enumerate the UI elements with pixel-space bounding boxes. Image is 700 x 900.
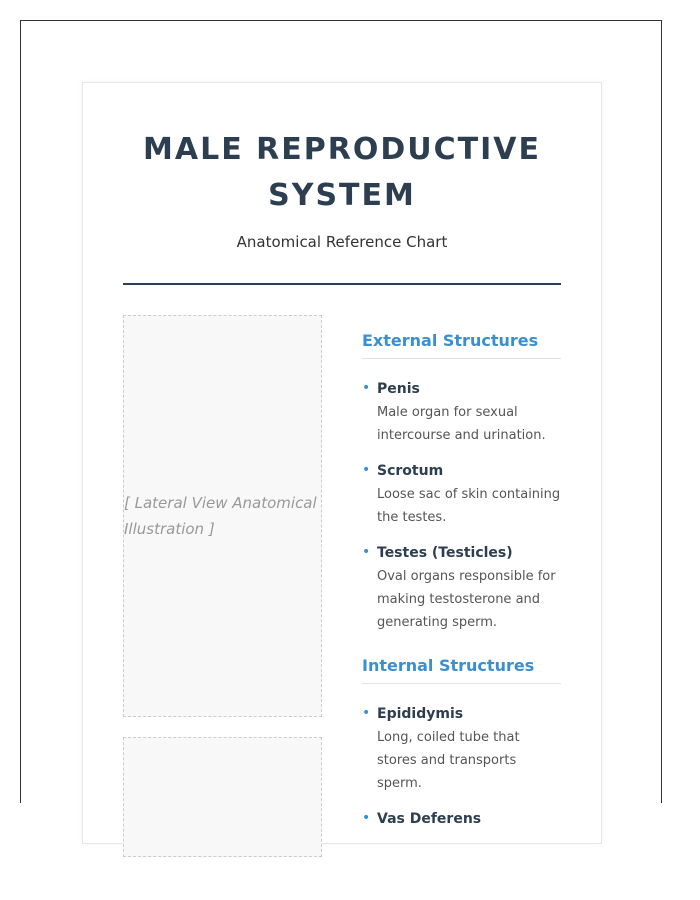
reference-sheet (82, 82, 602, 844)
structure-name: Testes (Testicles) (377, 545, 513, 561)
structure-description: Long, coiled tube that stores and transports sperm. (377, 730, 520, 791)
page-frame (20, 20, 662, 827)
structures-column (362, 331, 561, 843)
bullet-icon: • (362, 380, 371, 396)
list-item (362, 461, 561, 529)
section-heading: Internal Structures (362, 656, 561, 684)
structure-name: Penis (377, 381, 420, 397)
section-internal (362, 656, 561, 829)
list-item (362, 809, 561, 829)
section-heading: External Structures (362, 331, 561, 359)
bullet-icon: • (362, 462, 371, 478)
section-external (362, 331, 561, 634)
structure-name: Epididymis (377, 706, 464, 722)
page-title: MALE REPRODUCTIVE SYSTEM (143, 132, 541, 213)
structure-description: Oval organs responsible for making testosterone and generating sperm. (377, 569, 556, 630)
bullet-icon: • (362, 705, 371, 721)
page-subtitle: Anatomical Reference Chart (236, 233, 448, 251)
list-item (362, 379, 561, 447)
list-item (362, 704, 561, 795)
structure-description: Male organ for sexual intercourse and urination. (377, 405, 546, 443)
bullet-icon: • (362, 544, 371, 560)
structure-description: Loose sac of skin containing the testes. (377, 487, 561, 525)
illustration-label: [ Lateral View Anatomical Illustration ] (124, 494, 317, 538)
structure-name: Scrotum (377, 463, 444, 479)
illustration-placeholder (123, 315, 322, 717)
structure-name: Vas Deferens (377, 811, 482, 827)
illustration-placeholder-secondary (123, 737, 322, 857)
bullet-icon: • (362, 810, 371, 826)
list-item (362, 543, 561, 634)
title-divider (123, 283, 561, 285)
